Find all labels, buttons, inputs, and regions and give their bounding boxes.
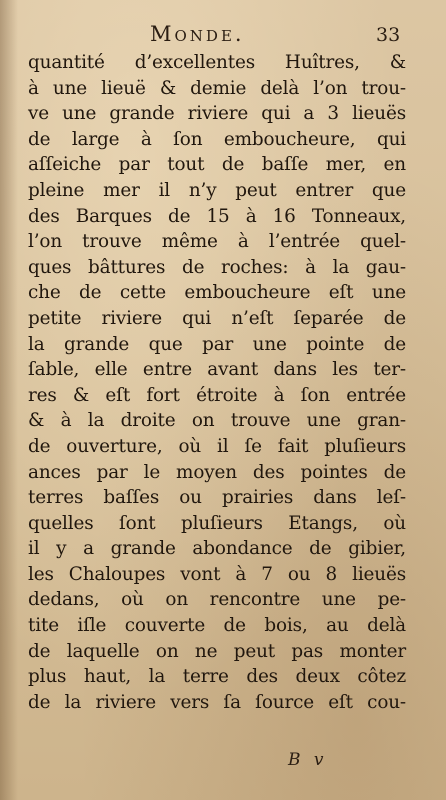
running-head (0, 18, 446, 48)
text-line: che de cette emboucheure eſt une (28, 282, 406, 304)
text-line: de laquelle on ne peut pas monter (28, 640, 406, 662)
text-line: tite iſle couverte de bois, au delà (28, 615, 406, 637)
text-line: petite riviere qui n’eſt ſeparée de (28, 307, 406, 329)
text-line: ſable, elle entre avant dans les ter- (28, 359, 406, 381)
text-line: de la riviere vers ſa ſource eſt cou- (28, 691, 406, 713)
text-line: ances par le moyen des pointes de (28, 461, 406, 483)
header-title: Monde. (150, 22, 245, 46)
signature-mark: B v (288, 750, 328, 770)
text-line: dedans, où on rencontre une pe- (28, 589, 406, 611)
text-line: & à la droite on trouve une gran- (28, 410, 406, 432)
text-line: res & eſt fort étroite à ſon entrée (28, 384, 406, 406)
text-line: ve une grande riviere qui a 3 lieuës (28, 103, 406, 125)
text-line: aſſeiche par tout de baſſe mer, en (28, 154, 406, 176)
text-line: plus haut, la terre des deux côtez (28, 666, 406, 688)
text-line: quelles ſont pluſieurs Etangs, où (28, 512, 406, 534)
page-edge-shadow (0, 0, 18, 800)
text-line: à une lieuë & demie delà l’on trou- (28, 77, 406, 99)
page-number: 33 (376, 24, 401, 46)
body-text (28, 50, 406, 715)
text-line: des Barques de 15 à 16 Tonneaux, (28, 205, 406, 227)
text-line: pleine mer il n’y peut entrer que (28, 179, 406, 201)
text-line: il y a grande abondance de gibier, (28, 538, 406, 560)
text-line: terres baſſes ou prairies dans leſ- (28, 487, 406, 509)
text-line: de ouverture, où il ſe fait pluſieurs (28, 435, 406, 457)
text-line: la grande que par une pointe de (28, 333, 406, 355)
text-line: ques bâttures de roches: à la gau- (28, 256, 406, 278)
text-line: de large à ſon emboucheure, qui (28, 128, 406, 150)
text-line: quantité d’excellentes Huîtres, & (28, 52, 406, 73)
text-line: l’on trouve même à l’entrée quel- (28, 231, 406, 253)
text-line: les Chaloupes vont à 7 ou 8 lieuës (28, 563, 406, 585)
